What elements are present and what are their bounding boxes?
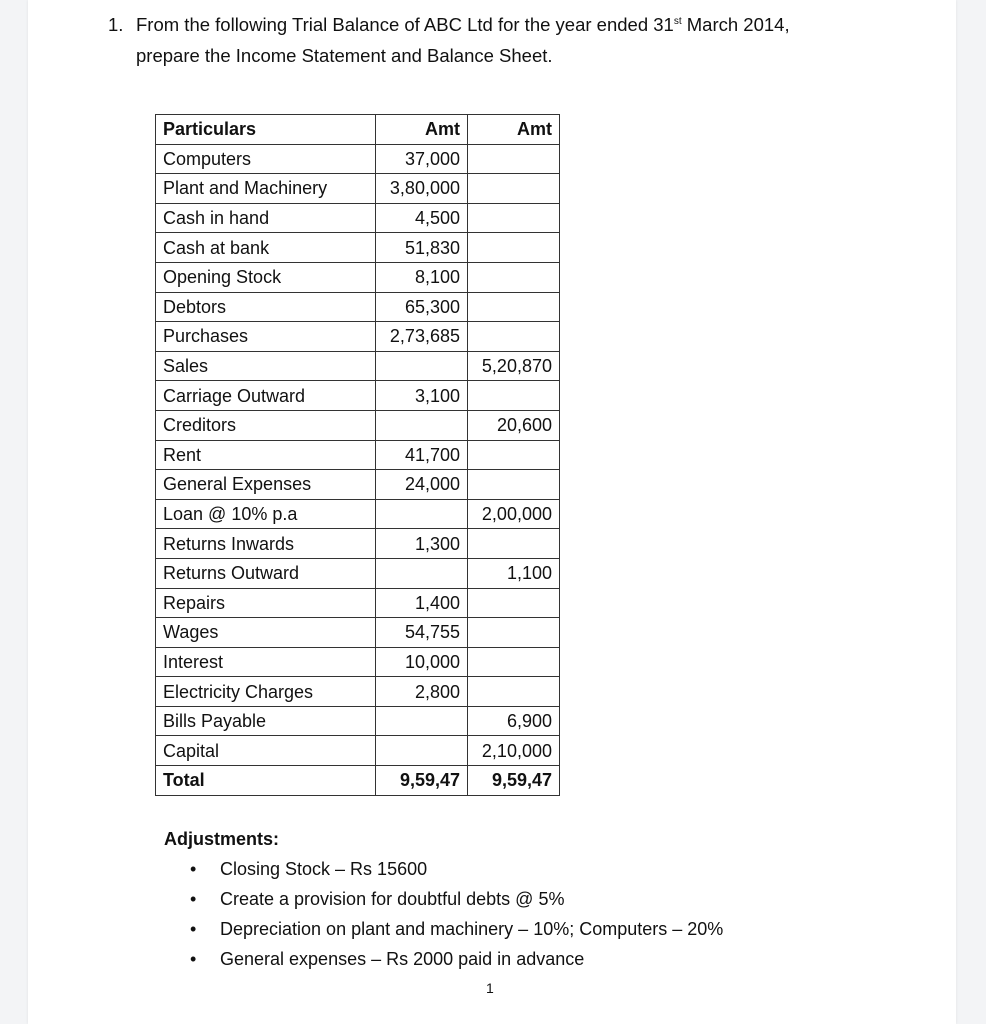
particulars-cell: General Expenses bbox=[156, 470, 376, 500]
debit-amount-cell: 37,000 bbox=[376, 144, 468, 174]
credit-amount-cell bbox=[468, 262, 560, 292]
particulars-cell: Electricity Charges bbox=[156, 677, 376, 707]
header-amt-credit: Amt bbox=[468, 115, 560, 145]
page-number: 1 bbox=[486, 980, 494, 996]
table-row bbox=[156, 440, 560, 470]
table-row bbox=[156, 233, 560, 263]
debit-amount-cell bbox=[376, 706, 468, 736]
total-debit: 9,59,47 bbox=[376, 766, 468, 796]
particulars-cell: Cash at bank bbox=[156, 233, 376, 263]
debit-amount-cell: 4,500 bbox=[376, 203, 468, 233]
total-credit: 9,59,47 bbox=[468, 766, 560, 796]
question-line-1 bbox=[136, 9, 896, 40]
particulars-cell: Returns Inwards bbox=[156, 529, 376, 559]
debit-amount-cell: 1,400 bbox=[376, 588, 468, 618]
question-number: 1. bbox=[108, 14, 124, 35]
bullet-icon: • bbox=[190, 919, 197, 939]
table-header-row bbox=[156, 115, 560, 145]
table-row bbox=[156, 470, 560, 500]
particulars-cell: Loan @ 10% p.a bbox=[156, 499, 376, 529]
credit-amount-cell bbox=[468, 618, 560, 648]
table-row bbox=[156, 618, 560, 648]
particulars-cell: Interest bbox=[156, 647, 376, 677]
adjustment-item bbox=[164, 884, 723, 914]
table-total-row bbox=[156, 766, 560, 796]
credit-amount-cell bbox=[468, 292, 560, 322]
credit-amount-cell: 1,100 bbox=[468, 558, 560, 588]
header-amt-debit: Amt bbox=[376, 115, 468, 145]
table-row bbox=[156, 677, 560, 707]
debit-amount-cell: 54,755 bbox=[376, 618, 468, 648]
particulars-cell: Plant and Machinery bbox=[156, 174, 376, 204]
debit-amount-cell: 24,000 bbox=[376, 470, 468, 500]
credit-amount-cell bbox=[468, 233, 560, 263]
bullet-icon: • bbox=[190, 889, 197, 909]
particulars-cell: Opening Stock bbox=[156, 262, 376, 292]
adjustments-title: Adjustments: bbox=[164, 829, 280, 849]
adjustment-text: General expenses – Rs 2000 paid in advance bbox=[220, 949, 585, 969]
debit-amount-cell: 3,100 bbox=[376, 381, 468, 411]
debit-amount-cell bbox=[376, 499, 468, 529]
question-line-1-main: From the following Trial Balance of ABC Ltd for the year ended 31 bbox=[136, 14, 674, 35]
debit-amount-cell: 1,300 bbox=[376, 529, 468, 559]
adjustment-item bbox=[164, 944, 723, 974]
debit-amount-cell: 8,100 bbox=[376, 262, 468, 292]
table-row bbox=[156, 736, 560, 766]
credit-amount-cell bbox=[468, 174, 560, 204]
table-row bbox=[156, 292, 560, 322]
table-row bbox=[156, 174, 560, 204]
credit-amount-cell bbox=[468, 440, 560, 470]
question-line-1-end: March 2014, bbox=[681, 14, 790, 35]
credit-amount-cell bbox=[468, 144, 560, 174]
bullet-icon: • bbox=[190, 859, 197, 879]
adjustment-item bbox=[164, 914, 723, 944]
table-row bbox=[156, 351, 560, 381]
particulars-cell: Creditors bbox=[156, 410, 376, 440]
credit-amount-cell bbox=[468, 381, 560, 411]
adjustment-text: Create a provision for doubtful debts @ 5% bbox=[220, 889, 565, 909]
adjustments-section bbox=[164, 824, 723, 974]
total-label: Total bbox=[156, 766, 376, 796]
table-row bbox=[156, 381, 560, 411]
table-row bbox=[156, 647, 560, 677]
table-row bbox=[156, 203, 560, 233]
trial-balance-table bbox=[155, 114, 560, 796]
credit-amount-cell bbox=[468, 322, 560, 352]
debit-amount-cell: 10,000 bbox=[376, 647, 468, 677]
credit-amount-cell: 5,20,870 bbox=[468, 351, 560, 381]
credit-amount-cell bbox=[468, 647, 560, 677]
particulars-cell: Purchases bbox=[156, 322, 376, 352]
particulars-cell: Carriage Outward bbox=[156, 381, 376, 411]
bullet-icon: • bbox=[190, 949, 197, 969]
credit-amount-cell: 2,10,000 bbox=[468, 736, 560, 766]
particulars-cell: Capital bbox=[156, 736, 376, 766]
debit-amount-cell: 65,300 bbox=[376, 292, 468, 322]
credit-amount-cell: 20,600 bbox=[468, 410, 560, 440]
debit-amount-cell bbox=[376, 351, 468, 381]
table-row bbox=[156, 499, 560, 529]
debit-amount-cell bbox=[376, 410, 468, 440]
debit-amount-cell: 51,830 bbox=[376, 233, 468, 263]
table-row bbox=[156, 558, 560, 588]
credit-amount-cell bbox=[468, 677, 560, 707]
header-particulars: Particulars bbox=[156, 115, 376, 145]
debit-amount-cell: 2,73,685 bbox=[376, 322, 468, 352]
question-line-2: prepare the Income Statement and Balance Sheet. bbox=[136, 45, 553, 66]
table-row bbox=[156, 706, 560, 736]
ordinal-superscript: st bbox=[673, 15, 682, 27]
debit-amount-cell bbox=[376, 736, 468, 766]
adjustment-text: Depreciation on plant and machinery – 10%; Computers – 20% bbox=[220, 919, 724, 939]
document-page bbox=[28, 0, 956, 1024]
particulars-cell: Bills Payable bbox=[156, 706, 376, 736]
particulars-cell: Repairs bbox=[156, 588, 376, 618]
particulars-cell: Cash in hand bbox=[156, 203, 376, 233]
debit-amount-cell: 3,80,000 bbox=[376, 174, 468, 204]
credit-amount-cell bbox=[468, 470, 560, 500]
table-row bbox=[156, 144, 560, 174]
credit-amount-cell: 2,00,000 bbox=[468, 499, 560, 529]
particulars-cell: Wages bbox=[156, 618, 376, 648]
particulars-cell: Computers bbox=[156, 144, 376, 174]
adjustment-text: Closing Stock – Rs 15600 bbox=[220, 859, 428, 879]
adjustments-list bbox=[164, 854, 723, 974]
particulars-cell: Debtors bbox=[156, 292, 376, 322]
credit-amount-cell: 6,900 bbox=[468, 706, 560, 736]
credit-amount-cell bbox=[468, 529, 560, 559]
debit-amount-cell: 41,700 bbox=[376, 440, 468, 470]
table-row bbox=[156, 322, 560, 352]
debit-amount-cell bbox=[376, 558, 468, 588]
table-row bbox=[156, 262, 560, 292]
particulars-cell: Rent bbox=[156, 440, 376, 470]
table-row bbox=[156, 588, 560, 618]
table-row bbox=[156, 410, 560, 440]
adjustment-item bbox=[164, 854, 723, 884]
particulars-cell: Sales bbox=[156, 351, 376, 381]
credit-amount-cell bbox=[468, 588, 560, 618]
debit-amount-cell: 2,800 bbox=[376, 677, 468, 707]
question-text bbox=[108, 9, 896, 71]
table-row bbox=[156, 529, 560, 559]
credit-amount-cell bbox=[468, 203, 560, 233]
particulars-cell: Returns Outward bbox=[156, 558, 376, 588]
